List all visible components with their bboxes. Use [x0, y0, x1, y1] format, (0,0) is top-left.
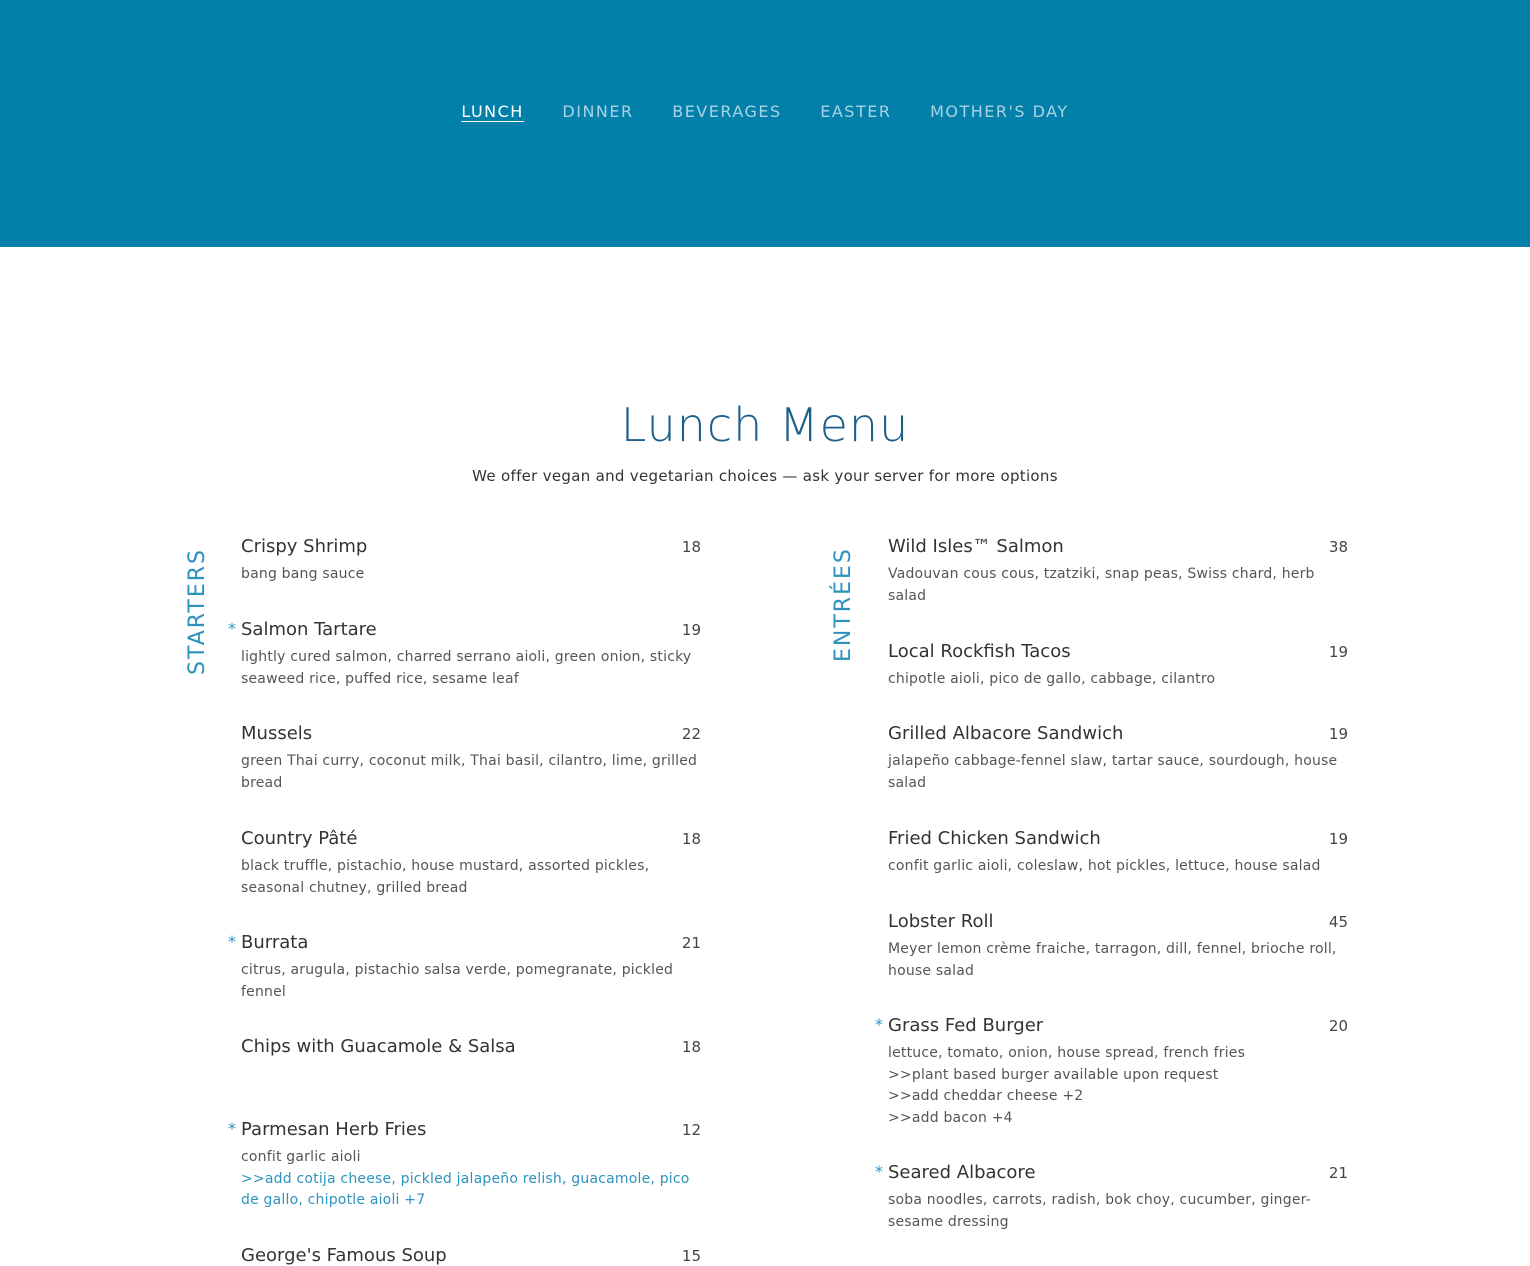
menu-item-price: 18: [681, 830, 701, 848]
asterisk-icon: *: [875, 1162, 883, 1181]
menu-item-name: Crispy Shrimp: [241, 536, 368, 557]
menu-item-description-line: soba noodles, carrots, radish, bok choy, cucumber, ginger-sesame dressing: [888, 1192, 1311, 1230]
menu-item-description: [888, 564, 1348, 607]
menu-item-description-line: >>add cheddar cheese +2: [888, 1088, 1084, 1104]
menu-item-description: [888, 856, 1348, 878]
menu-item-description-line: chipotle aioli, pico de gallo, cabbage, cilantro: [888, 671, 1216, 687]
nav-lunch[interactable]: LUNCH: [461, 102, 524, 121]
asterisk-icon: *: [228, 932, 236, 951]
menu-item-price: 45: [1328, 913, 1348, 931]
asterisk-icon: *: [228, 1119, 236, 1138]
menu-item-name: Salmon Tartare: [241, 619, 377, 640]
menu-item-price: 15: [681, 1247, 701, 1265]
page-title: Lunch Menu: [620, 398, 910, 452]
menu-item-description-line: Vadouvan cous cous, tzatziki, snap peas, Swiss chard, herb salad: [888, 566, 1315, 604]
menu-item-price: 38: [1328, 538, 1348, 556]
page-subtitle: We offer vegan and vegetarian choices — ask your server for more options: [472, 467, 1058, 485]
menu-item-description-line: >>add bacon +4: [888, 1109, 1013, 1126]
menu-item-price: 19: [1328, 643, 1348, 661]
menu-item-name: George's Famous Soup: [241, 1245, 447, 1266]
menu-item-name: Grass Fed Burger: [888, 1015, 1044, 1036]
menu-item-name: Fried Chicken Sandwich: [888, 828, 1101, 849]
asterisk-icon: *: [228, 619, 236, 638]
menu-item-price: 22: [681, 725, 701, 743]
menu-item-description-line: Meyer lemon crème fraiche, tarragon, dill, fennel, brioche roll, house salad: [888, 941, 1337, 979]
menu-item-description: [241, 856, 701, 899]
menu-item-description-line: >>plant based burger available upon request: [888, 1066, 1219, 1083]
menu-item-name: Lobster Roll: [888, 911, 994, 932]
menu-item-name: Wild Isles™ Salmon: [888, 536, 1064, 557]
menu-item-price: 18: [681, 1038, 701, 1056]
menu-item-price: 20: [1328, 1017, 1348, 1035]
menu-item-price: 19: [1328, 725, 1348, 743]
menu-item-price: 19: [681, 621, 701, 639]
menu-item-description: [888, 751, 1348, 794]
menu-item-price: 21: [681, 934, 701, 952]
menu-item-description: [888, 1043, 1348, 1129]
nav-easter[interactable]: EASTER: [820, 102, 892, 121]
menu-item-name: Grilled Albacore Sandwich: [888, 723, 1124, 744]
menu-item-description: [241, 960, 701, 1003]
menu-nav: [0, 102, 1530, 121]
menu-item-name: Burrata: [241, 932, 309, 953]
starters-label: STARTERS: [185, 547, 210, 675]
menu-item-description: [241, 647, 701, 690]
menu-item-description: [241, 564, 701, 586]
entrees-label: ENTRÉES: [831, 547, 856, 662]
menu-item-price: 12: [681, 1121, 701, 1139]
menu-item-name: Seared Albacore: [888, 1162, 1036, 1183]
nav-dinner[interactable]: DINNER: [562, 102, 634, 121]
nav-beverages[interactable]: BEVERAGES: [672, 102, 782, 121]
menu-item-description-line: jalapeño cabbage-fennel slaw, tartar sauce, sourdough, house salad: [888, 753, 1338, 791]
menu-item-description: [241, 751, 701, 794]
menu-item-description-line: black truffle, pistachio, house mustard, assorted pickles, seasonal chutney, grilled bread: [241, 858, 650, 896]
menu-item-description: [888, 1190, 1348, 1233]
asterisk-icon: *: [875, 1015, 883, 1034]
menu-item-description: [888, 939, 1348, 982]
menu-item-price: 19: [1328, 830, 1348, 848]
site-header: [0, 0, 1530, 247]
menu-item-description-line: lightly cured salmon, charred serrano aioli, green onion, sticky seaweed rice, puffed rice, sesame leaf: [241, 649, 692, 687]
menu-item-description-line: confit garlic aioli: [241, 1149, 361, 1165]
menu-item-price: 21: [1328, 1164, 1348, 1182]
menu-item-description-line: bang bang sauce: [241, 566, 365, 582]
menu-item-price: 18: [681, 538, 701, 556]
menu-item-addon: >>add cotija cheese, pickled jalapeño relish, guacamole, pico de gallo, chipotle aioli +7: [241, 1170, 690, 1208]
menu-item-name: Chips with Guacamole & Salsa: [241, 1036, 516, 1057]
menu-item-description: [888, 669, 1348, 691]
menu-item-name: Parmesan Herb Fries: [241, 1119, 427, 1140]
menu-item-name: Mussels: [241, 723, 313, 744]
menu-item-description-line: confit garlic aioli, coleslaw, hot pickles, lettuce, house salad: [888, 858, 1321, 874]
nav-mothers-day[interactable]: MOTHER'S DAY: [930, 102, 1069, 121]
menu-item-name: Country Pâté: [241, 828, 358, 849]
menu-item-description-line: citrus, arugula, pistachio salsa verde, pomegranate, pickled fennel: [241, 962, 674, 1000]
menu-item-description-line: lettuce, tomato, onion, house spread, french fries: [888, 1045, 1246, 1061]
menu-item-description: [241, 1147, 701, 1212]
menu-item-name: Local Rockfish Tacos: [888, 641, 1071, 662]
menu-item-description-line: green Thai curry, coconut milk, Thai basil, cilantro, lime, grilled bread: [241, 753, 698, 791]
